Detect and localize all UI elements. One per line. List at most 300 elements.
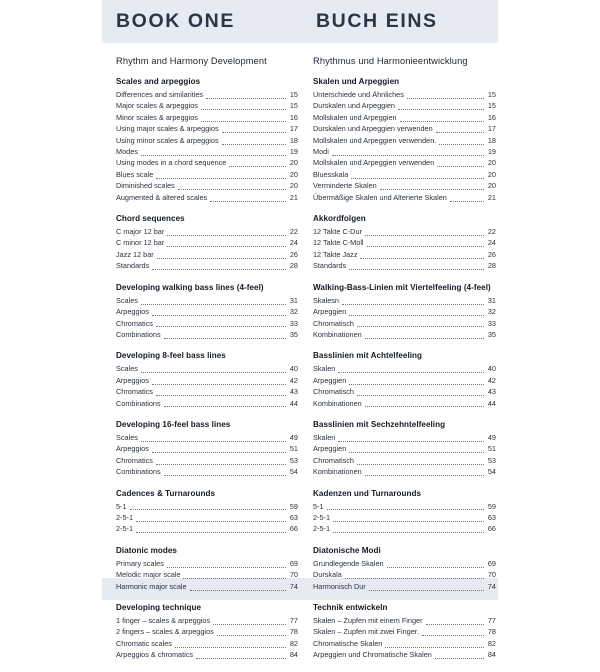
toc-entry-label: 5-1: [116, 501, 127, 511]
toc-entry[interactable]: [313, 180, 496, 191]
toc-entry-leader: [156, 463, 286, 465]
toc-entry-page-number: 59: [289, 501, 298, 511]
toc-section: [313, 546, 496, 592]
toc-entry-label: Chromatisch: [313, 455, 354, 465]
toc-entry[interactable]: [116, 318, 298, 329]
toc-entry-label: C minor 12 bar: [116, 238, 165, 248]
toc-entry-page-number: 66: [289, 524, 298, 534]
toc-entry-page-number: 17: [289, 124, 298, 134]
toc-entry-page-number: 54: [289, 467, 298, 477]
toc-section: [313, 77, 496, 203]
toc-entry[interactable]: [116, 581, 298, 592]
sections-german: [313, 77, 496, 661]
toc-entry-label: Kombinationen: [313, 329, 362, 339]
toc-entry-leader: [157, 257, 286, 259]
sections-english: [116, 77, 298, 661]
toc-entry[interactable]: [313, 432, 496, 443]
toc-entry-page-number: 21: [487, 192, 496, 202]
toc-entry-label: Chromatic scales: [116, 638, 172, 648]
toc-entry[interactable]: [116, 249, 298, 260]
toc-entry[interactable]: [313, 306, 496, 317]
toc-entry-label: 2-5-1: [116, 512, 134, 522]
chapter-subtitle-english: Rhythm and Harmony Development: [116, 56, 267, 66]
toc-entry-label: Durskalen und Arpeggien: [313, 101, 395, 111]
toc-entry-leader: [385, 646, 484, 648]
toc-entry-label: Scales: [116, 364, 138, 374]
toc-entry-leader: [156, 394, 286, 396]
toc-entry-page-number: 19: [487, 147, 496, 157]
toc-entry[interactable]: [313, 638, 496, 649]
toc-entry-page-number: 51: [487, 444, 496, 454]
toc-entry-label: Bluesskala: [313, 169, 349, 179]
toc-entry[interactable]: [313, 249, 496, 260]
toc-entry[interactable]: [313, 649, 496, 660]
toc-entry-label: Arpeggien: [313, 307, 347, 317]
toc-section: [116, 283, 298, 341]
toc-entry-leader: [229, 165, 286, 167]
toc-entry[interactable]: [116, 386, 298, 397]
toc-entry-leader: [136, 520, 286, 522]
toc-entry[interactable]: [313, 100, 496, 111]
toc-entry-leader: [338, 440, 484, 442]
toc-entry-page-number: 31: [487, 295, 496, 305]
toc-entry-label: Mollskalen und Arpeggien: [313, 112, 397, 122]
toc-entry-leader: [201, 108, 286, 110]
toc-entry-leader: [152, 268, 286, 270]
toc-entry-label: 2-5-1: [313, 512, 331, 522]
toc-entry-page-number: 18: [289, 135, 298, 145]
toc-entry-label: Chromatics: [116, 387, 153, 397]
toc-entry-page-number: 59: [487, 501, 496, 511]
toc-entry-page-number: 17: [487, 124, 496, 134]
toc-entry-page-number: 35: [289, 329, 298, 339]
toc-entry[interactable]: [116, 523, 298, 534]
toc-entry-page-number: 24: [289, 238, 298, 248]
toc-section: [116, 489, 298, 535]
toc-entry-page-number: 33: [289, 318, 298, 328]
toc-entry[interactable]: [313, 558, 496, 569]
toc-entry-leader: [349, 451, 484, 453]
toc-section: [313, 214, 496, 272]
toc-entry-page-number: 20: [487, 169, 496, 179]
toc-entry-leader: [152, 383, 286, 385]
toc-section-heading: Basslinien mit Achtelfeeling: [313, 351, 423, 361]
toc-entry[interactable]: [116, 237, 298, 248]
toc-entry-page-number: 66: [487, 524, 496, 534]
toc-entry-label: Durskala: [313, 570, 342, 580]
toc-section-heading: Akkordfolgen: [313, 214, 366, 224]
toc-entry[interactable]: [116, 638, 298, 649]
toc-entry-label: Harmonisch Dur: [313, 581, 366, 591]
toc-entry-label: Kombinationen: [313, 398, 362, 408]
toc-entry[interactable]: [116, 226, 298, 237]
toc-entry-label: Chromatisch: [313, 387, 354, 397]
toc-entry-leader: [450, 200, 484, 202]
toc-entry-page-number: 31: [289, 295, 298, 305]
toc-entry-label: Chromatisch: [313, 318, 354, 328]
toc-entry-leader: [210, 200, 286, 202]
toc-entry-label: Modes: [116, 147, 138, 157]
toc-entry-label: Combinations: [116, 329, 161, 339]
toc-section: [313, 283, 496, 341]
toc-entry-page-number: 69: [487, 558, 496, 568]
toc-entry-leader: [398, 108, 484, 110]
toc-entry-leader: [167, 245, 286, 247]
toc-entry[interactable]: [116, 169, 298, 180]
toc-entry-label: Harmonic major scale: [116, 581, 187, 591]
toc-entry-leader: [365, 405, 484, 407]
toc-entry-label: Using minor scales & arpeggios: [116, 135, 219, 145]
toc-entry-page-number: 20: [487, 158, 496, 168]
toc-entry[interactable]: [313, 363, 496, 374]
toc-section-heading: Basslinien mit Sechzehntelfeeling: [313, 419, 446, 429]
toc-entry-page-number: 63: [487, 512, 496, 522]
toc-entry-leader: [183, 577, 286, 579]
toc-entry-page-number: 70: [289, 570, 298, 580]
toc-entry[interactable]: [116, 363, 298, 374]
toc-entry[interactable]: [313, 318, 496, 329]
toc-section-heading: Diatonische Modi: [313, 545, 381, 555]
toc-entry-page-number: 49: [289, 432, 298, 442]
toc-entry-label: 5-1: [313, 501, 324, 511]
toc-entry-page-number: 74: [289, 581, 298, 591]
toc-entry-label: Skalen – Zupfen mit zwei Finger.: [313, 627, 419, 637]
toc-entry-leader: [152, 451, 286, 453]
toc-entry[interactable]: [116, 100, 298, 111]
toc-entry[interactable]: [313, 398, 496, 409]
toc-entry[interactable]: [116, 398, 298, 409]
toc-section-heading: Developing 16-feel bass lines: [116, 419, 231, 429]
toc-entry-label: Differences and similarities: [116, 90, 204, 99]
toc-entry-leader: [365, 474, 484, 476]
toc-entry-label: Melodic major scale: [116, 570, 181, 580]
toc-entry-page-number: 84: [487, 650, 496, 660]
toc-entry-page-number: 21: [289, 192, 298, 202]
toc-entry-leader: [222, 143, 286, 145]
toc-entry-page-number: 15: [487, 101, 496, 111]
toc-section: [116, 77, 298, 203]
toc-entry-label: Mollskalen und Arpeggien verwenden: [313, 158, 435, 168]
toc-entry-page-number: 84: [289, 650, 298, 660]
toc-entry-label: Unterschiede und Ähnliches: [313, 90, 404, 99]
toc-entry-leader: [360, 257, 484, 259]
toc-entry-page-number: 26: [487, 249, 496, 259]
toc-entry-leader: [136, 531, 286, 533]
book-title-german: BUCH EINS: [316, 9, 438, 32]
toc-entry-label: Combinations: [116, 467, 161, 477]
toc-entry[interactable]: [313, 146, 496, 157]
toc-entry-leader: [367, 245, 484, 247]
toc-entry[interactable]: [116, 146, 298, 157]
toc-entry-label: Arpeggios: [116, 444, 149, 454]
toc-entry-leader: [333, 520, 484, 522]
toc-entry-page-number: 33: [487, 318, 496, 328]
toc-entry-page-number: 82: [289, 638, 298, 648]
toc-entry-leader: [141, 303, 286, 305]
toc-entry[interactable]: [116, 157, 298, 168]
toc-entry-label: 2 fingers – scales & arpeggios: [116, 627, 214, 637]
toc-entry-leader: [342, 303, 484, 305]
toc-entry-leader: [164, 337, 286, 339]
toc-section-heading: Skalen und Arpeggien: [313, 77, 400, 86]
toc-entry[interactable]: [116, 112, 298, 123]
toc-section: [116, 603, 298, 661]
toc-entry[interactable]: [313, 295, 496, 306]
toc-entry[interactable]: [313, 523, 496, 534]
toc-entry-leader: [400, 120, 484, 122]
toc-entry[interactable]: [116, 192, 298, 203]
toc-entry-label: Verminderte Skalen: [313, 181, 377, 191]
toc-entry-label: Major scales & arpeggios: [116, 101, 198, 111]
toc-entry-page-number: 77: [487, 616, 496, 625]
toc-entry-page-number: 51: [289, 444, 298, 454]
toc-entry-page-number: 20: [487, 181, 496, 191]
toc-entry-page-number: 78: [289, 627, 298, 637]
toc-entry[interactable]: [313, 615, 496, 626]
toc-entry-leader: [196, 657, 286, 659]
toc-entry[interactable]: [116, 295, 298, 306]
toc-entry-page-number: 77: [289, 616, 298, 625]
toc-entry[interactable]: [116, 443, 298, 454]
toc-section: [116, 546, 298, 592]
toc-entry-leader: [369, 589, 484, 591]
toc-entry-label: Arpeggios & chromatics: [116, 650, 194, 660]
toc-entry-leader: [213, 623, 286, 625]
toc-entry-leader: [141, 440, 286, 442]
toc-entry-leader: [175, 646, 286, 648]
toc-section: [313, 420, 496, 478]
toc-entry-leader: [152, 314, 286, 316]
toc-entry-leader: [338, 371, 484, 373]
toc-entry-page-number: 16: [487, 112, 496, 122]
toc-entry-page-number: 53: [289, 455, 298, 465]
toc-entry[interactable]: [116, 501, 298, 512]
toc-entry[interactable]: [313, 192, 496, 203]
toc-entry-leader: [357, 394, 484, 396]
toc-entry[interactable]: [313, 329, 496, 340]
toc-entry-label: Arpeggien: [313, 444, 347, 454]
toc-entry-label: Chromatics: [116, 318, 153, 328]
toc-entry-label: Blues scale: [116, 169, 154, 179]
toc-entry-label: 12 Takte Jazz: [313, 249, 358, 259]
toc-entry-label: 12 Takte C-Moll: [313, 238, 364, 248]
toc-entry[interactable]: [116, 135, 298, 146]
toc-entry-label: Standards: [313, 261, 347, 271]
toc-entry[interactable]: [116, 123, 298, 134]
toc-entry-leader: [217, 634, 286, 636]
toc-entry-label: Arpeggien und Chromatische Skalen: [313, 650, 432, 660]
toc-entry[interactable]: [313, 512, 496, 523]
toc-entry-page-number: 63: [289, 512, 298, 522]
toc-entry[interactable]: [116, 466, 298, 477]
toc-entry-leader: [156, 177, 286, 179]
toc-entry-page-number: 42: [487, 375, 496, 385]
toc-entry[interactable]: [116, 432, 298, 443]
toc-entry-page-number: 35: [487, 329, 496, 339]
toc-entry-page-number: 15: [487, 90, 496, 99]
toc-entry-label: Arpeggios: [116, 375, 149, 385]
toc-entry-page-number: 54: [487, 467, 496, 477]
toc-entry-leader: [349, 314, 484, 316]
toc-entry-page-number: 18: [487, 135, 496, 145]
toc-entry[interactable]: [313, 466, 496, 477]
toc-column-german: [313, 56, 496, 672]
toc-entry[interactable]: [116, 558, 298, 569]
toc-entry-page-number: 44: [289, 398, 298, 408]
toc-entry-leader: [206, 97, 286, 99]
toc-entry-label: Skalen – Zupfen mit einem Finger: [313, 616, 423, 625]
toc-entry[interactable]: [313, 386, 496, 397]
toc-entry-label: Arpeggien: [313, 375, 347, 385]
toc-entry[interactable]: [313, 626, 496, 637]
toc-entry[interactable]: [116, 89, 298, 100]
toc-entry[interactable]: [313, 237, 496, 248]
toc-entry-leader: [365, 234, 484, 236]
toc-entry-label: Skalesn: [313, 295, 339, 305]
toc-entry-leader: [156, 325, 286, 327]
toc-entry-label: Scales: [116, 432, 138, 442]
toc-entry-page-number: 49: [487, 432, 496, 442]
toc-entry-label: Scales: [116, 295, 138, 305]
toc-entry-label: Minor scales & arpeggios: [116, 112, 198, 122]
toc-entry[interactable]: [116, 455, 298, 466]
toc-entry-leader: [365, 337, 484, 339]
toc-entry-leader: [351, 177, 484, 179]
toc-entry[interactable]: [116, 626, 298, 637]
toc-entry-label: 2-5-1: [313, 524, 331, 534]
toc-entry-page-number: 53: [487, 455, 496, 465]
toc-entry[interactable]: [313, 455, 496, 466]
toc-section: [116, 214, 298, 272]
toc-entry-leader: [357, 325, 484, 327]
toc-entry[interactable]: [313, 581, 496, 592]
toc-section: [116, 351, 298, 409]
toc-entry-leader: [436, 131, 484, 133]
toc-entry[interactable]: [313, 375, 496, 386]
toc-entry-page-number: 32: [487, 307, 496, 317]
toc-entry-label: Kombinationen: [313, 467, 362, 477]
toc-section-heading: Technik entwickeln: [313, 603, 388, 612]
toc-entry-leader: [357, 463, 484, 465]
toc-entry-leader: [435, 657, 484, 659]
toc-entry[interactable]: [313, 569, 496, 580]
toc-entry-leader: [141, 154, 286, 156]
toc-entry[interactable]: [116, 329, 298, 340]
toc-entry[interactable]: [116, 569, 298, 580]
toc-entry[interactable]: [116, 180, 298, 191]
toc-entry-label: 2-5-1: [116, 524, 134, 534]
toc-entry-page-number: 26: [289, 249, 298, 259]
toc-entry-page-number: 24: [487, 238, 496, 248]
toc-entry-page-number: 40: [487, 364, 496, 374]
toc-section: [313, 351, 496, 409]
toc-entry[interactable]: [313, 260, 496, 271]
toc-entry-leader: [130, 508, 286, 510]
toc-entry-page-number: 43: [487, 387, 496, 397]
toc-entry-leader: [426, 623, 484, 625]
toc-entry-page-number: 28: [487, 261, 496, 271]
toc-entry[interactable]: [116, 649, 298, 660]
toc-entry-page-number: 70: [487, 570, 496, 580]
toc-entry-leader: [437, 165, 484, 167]
toc-entry-label: Using modes in a chord sequence: [116, 158, 227, 168]
toc-entry-leader: [164, 405, 286, 407]
toc-section: [313, 603, 496, 661]
toc-entry-leader: [167, 234, 286, 236]
toc-entry-page-number: 20: [289, 158, 298, 168]
toc-entry[interactable]: [116, 306, 298, 317]
toc-columns: [116, 56, 496, 672]
toc-entry-leader: [380, 188, 484, 190]
toc-entry-page-number: 82: [487, 638, 496, 648]
toc-entry[interactable]: [313, 501, 496, 512]
toc-entry-label: Chromatische Skalen: [313, 638, 383, 648]
toc-entry-leader: [387, 566, 484, 568]
toc-entry-leader: [222, 131, 286, 133]
toc-entry-label: Standards: [116, 261, 150, 271]
toc-entry[interactable]: [313, 157, 496, 168]
toc-section: [116, 420, 298, 478]
chapter-subtitle-german: Rhythmus und Harmonieentwicklung: [313, 56, 468, 66]
toc-entry-label: Grundlegende Skalen: [313, 558, 384, 568]
toc-entry-label: Combinations: [116, 398, 161, 408]
toc-entry[interactable]: [116, 512, 298, 523]
toc-entry-label: 1 finger – scales & arpeggios: [116, 616, 211, 625]
toc-entry[interactable]: [313, 123, 496, 134]
toc-entry-label: Mollskalen und Arpeggien verwenden.: [313, 135, 437, 145]
toc-entry-leader: [349, 268, 484, 270]
toc-entry-leader: [439, 143, 484, 145]
toc-entry-leader: [190, 589, 286, 591]
toc-entry-leader: [178, 188, 286, 190]
toc-entry-label: Modi: [313, 147, 329, 157]
toc-entry-leader: [332, 154, 484, 156]
toc-entry[interactable]: [313, 443, 496, 454]
toc-entry[interactable]: [116, 615, 298, 626]
toc-section-heading: Diatonic modes: [116, 545, 177, 555]
toc-entry-label: Skalen: [313, 364, 336, 374]
toc-entry-page-number: 69: [289, 558, 298, 568]
toc-entry[interactable]: [313, 112, 496, 123]
toc-entry-page-number: 22: [487, 227, 496, 237]
toc-column-english: [116, 56, 298, 672]
toc-entry-leader: [345, 577, 484, 579]
toc-section-heading: Kadenzen und Turnarounds: [313, 488, 422, 498]
toc-entry[interactable]: [116, 260, 298, 271]
toc-section-heading: Scales and arpeggios: [116, 77, 201, 86]
toc-entry-page-number: 43: [289, 387, 298, 397]
toc-entry-label: Arpeggios: [116, 307, 149, 317]
toc-entry-label: C major 12 bar: [116, 227, 165, 237]
toc-entry-page-number: 42: [289, 375, 298, 385]
toc-entry-page-number: 32: [289, 307, 298, 317]
toc-entry-label: Jazz 12 bar: [116, 249, 154, 259]
toc-section-heading: Developing walking bass lines (4-feel): [116, 282, 264, 292]
toc-entry-page-number: 44: [487, 398, 496, 408]
toc-entry[interactable]: [313, 226, 496, 237]
toc-entry[interactable]: [116, 375, 298, 386]
toc-entry[interactable]: [313, 89, 496, 100]
toc-entry-page-number: 28: [289, 261, 298, 271]
toc-entry-label: 12 Takte C-Dur: [313, 227, 362, 237]
toc-section-heading: Cadences & Turnarounds: [116, 488, 215, 498]
toc-entry[interactable]: [313, 169, 496, 180]
toc-entry-leader: [141, 371, 286, 373]
toc-section: [313, 489, 496, 535]
toc-entry-page-number: 74: [487, 581, 496, 591]
toc-entry-page-number: 20: [289, 169, 298, 179]
toc-entry[interactable]: [313, 135, 496, 146]
